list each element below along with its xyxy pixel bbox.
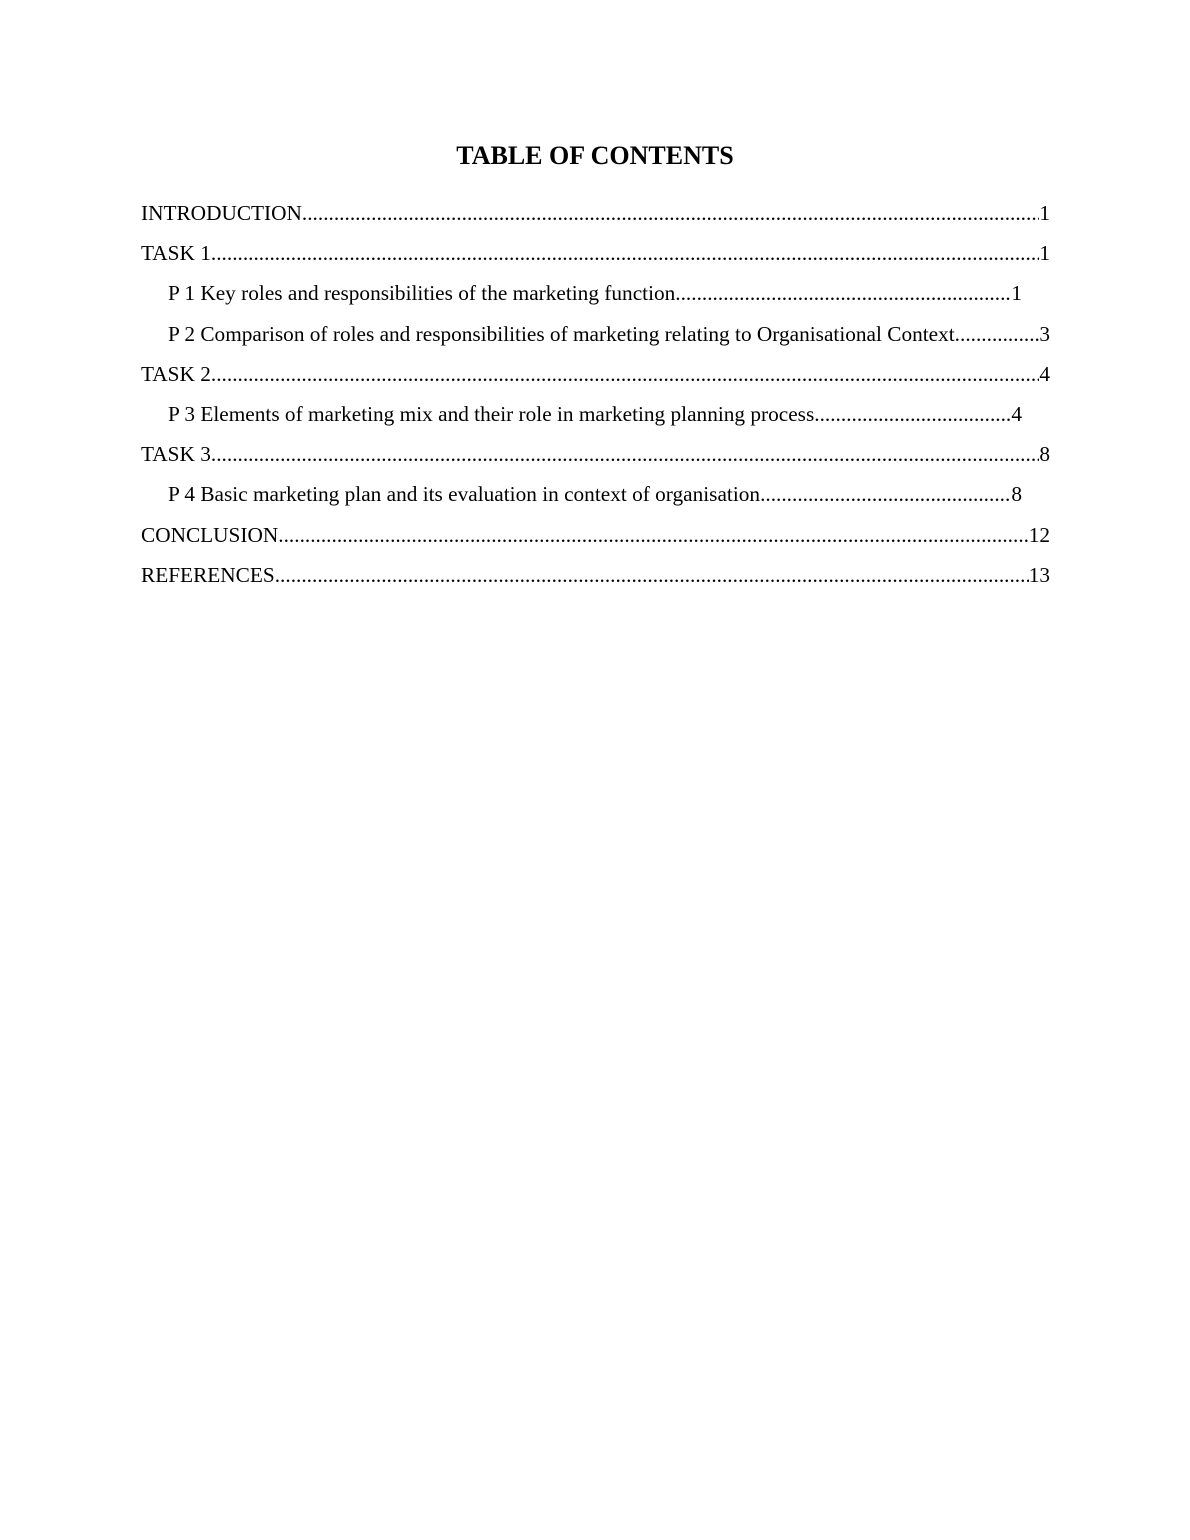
toc-entry-page-number: 1 <box>1039 241 1050 266</box>
toc-entry-label: P 4 Basic marketing plan and its evaluation in context of organisation <box>168 482 761 507</box>
toc-entry-label: INTRODUCTION <box>141 201 302 225</box>
toc-entry-conclusion[interactable] <box>141 518 1050 558</box>
toc-entry-page-number: 1 <box>1011 281 1022 306</box>
toc-entry-label: TASK 3 <box>141 442 211 467</box>
toc-entry-p1[interactable] <box>141 276 1050 316</box>
toc-dot-leader <box>278 518 1028 552</box>
toc-dot-leader <box>760 477 1011 511</box>
toc-entry-label: CONCLUSION <box>141 522 279 547</box>
toc-entry-label: P 1 Key roles and responsibilities of the marketing function. <box>168 281 681 306</box>
toc-entry-task-3[interactable] <box>141 437 1050 477</box>
toc-entry-page-number: 1 <box>1039 201 1050 225</box>
toc-entry-label: P 2 Comparison of roles and responsibilities of marketing relating to Organisational Context. <box>168 321 960 346</box>
toc-entry-task-1[interactable] <box>141 236 1050 276</box>
toc-entry-page-number: 8 <box>1011 482 1022 507</box>
toc-entry-introduction[interactable] <box>141 196 1050 236</box>
toc-entry-page-number: 4 <box>1011 401 1022 426</box>
toc-entry-page-number: 13 <box>1028 562 1050 587</box>
toc-list <box>141 196 1050 598</box>
toc-entry-references[interactable] <box>141 558 1050 598</box>
toc-entry-p2[interactable] <box>141 317 1050 357</box>
toc-entry-label: TASK 1 <box>141 241 211 266</box>
toc-entry-task-2[interactable] <box>141 357 1050 397</box>
toc-entry-p3[interactable] <box>141 397 1050 437</box>
toc-dot-leader <box>211 437 1039 471</box>
toc-entry-label: REFERENCES <box>141 562 275 587</box>
toc-dot-leader <box>302 196 1039 230</box>
toc-entry-page-number: 4 <box>1039 361 1050 386</box>
toc-entry-page-number: 12 <box>1028 522 1050 547</box>
toc-entry-label: TASK 2 <box>141 361 211 386</box>
toc-entry-page-number: 3 <box>1039 321 1050 346</box>
toc-entry-p4[interactable] <box>141 477 1050 517</box>
toc-dot-leader <box>211 357 1039 391</box>
toc-dot-leader <box>960 317 1039 351</box>
toc-title: TABLE OF CONTENTS <box>456 141 734 170</box>
toc-entry-page-number: 8 <box>1039 442 1050 467</box>
toc-entry-label: P 3 Elements of marketing mix and their role in marketing planning process <box>168 401 815 426</box>
toc-dot-leader <box>275 558 1029 592</box>
toc-dot-leader <box>681 276 1012 310</box>
toc-dot-leader <box>814 397 1011 431</box>
toc-dot-leader <box>211 236 1039 270</box>
